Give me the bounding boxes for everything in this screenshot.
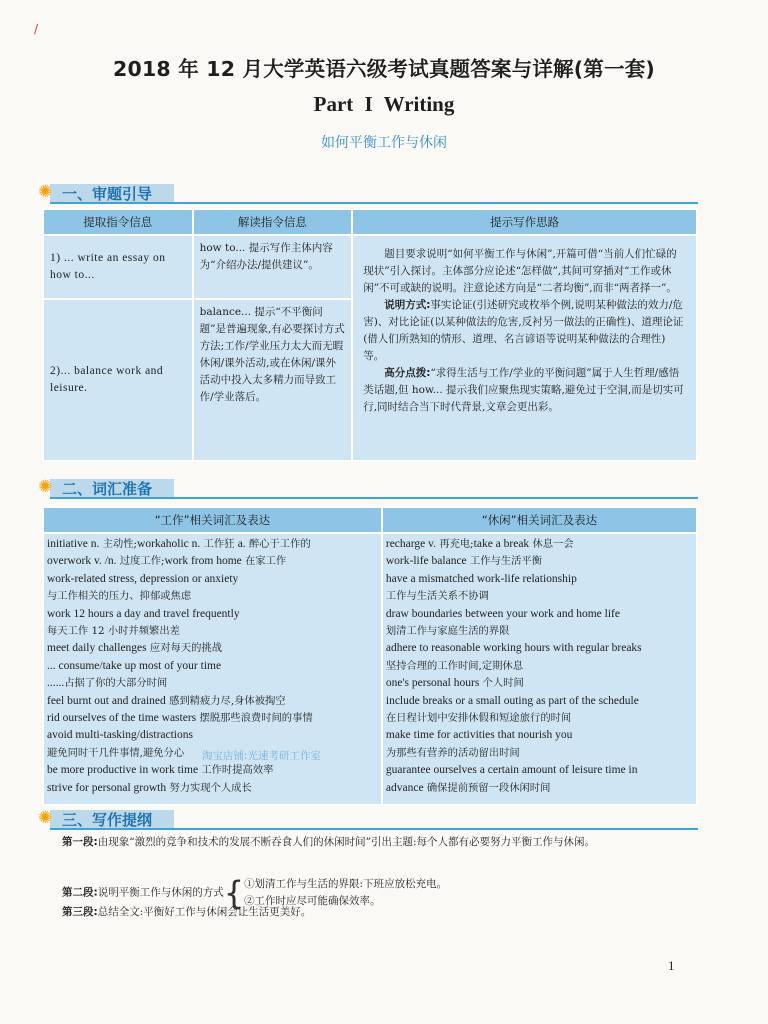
- vocab-cell-work: [43, 533, 382, 805]
- page-number: 1: [668, 958, 675, 973]
- table-header: 提示写作思路: [352, 209, 697, 235]
- section-bar-1: [0, 182, 698, 204]
- pen-mark: /: [34, 22, 39, 36]
- outline-paragraph-2: 第二段:说明平衡工作与休闲的方式{①划清工作与生活的界限:下班应放松充电。 ②工作时应尽可能确保效率。: [62, 874, 448, 912]
- lightbulb-icon: ✺: [38, 808, 53, 828]
- vocab-list-work: initiative n. 主动性;workaholic n. 工作狂 a. 醉心于工作的 overwork v. /n. 过度工作;work from home 在家工作 work-related stress, depression or anxiety 与工作相关的压力、抑郁或焦虑 work 12 hours a day and travel frequently 每天工作 12 小时并频繁出差 meet daily challenges 应对每天的挑战 ... consume/take up most of your time ......占据了你的大部分时间 feel burnt out and drained 感到精疲力尽,身体被掏空 rid ourselves of the time wasters 摆脱那些浪费时间的事情 avoid multi-tasking/distractions 避免同时干几件事情,避免分心 be more productive in work time 工作时提高效率 strive for personal growth 努力实现个人成长: [47, 538, 313, 794]
- outline-paragraph-1: 第一段:由现象“激烈的竞争和技术的发展不断吞食人们的休闲时间”引出主题:每个人都有必要努力平衡工作与休闲。: [62, 836, 595, 848]
- section-title-2: 二、词汇准备: [62, 480, 153, 498]
- table-header: “工作”相关词汇及表达: [43, 507, 382, 533]
- table-header: “休闲”相关词汇及表达: [382, 507, 697, 533]
- tips-paragraph: 题目要求说明“如何平衡工作与休闲”,开篇可借“当前人们忙碌的现状”引入探讨。主体部分应论述“怎样做”,其间可穿插对“工作或休闲”不可或缺的说明。注意论述方向是“二者均衡”,而非“两者择一”。: [363, 248, 677, 294]
- page-title: 2018 年 12 月大学英语六级考试真题答案与详解(第一套): [113, 57, 655, 81]
- outline-sub-2: ②工作时应尽可能确保效率。: [244, 895, 381, 907]
- topic-heading: 如何平衡工作与休闲: [321, 135, 447, 151]
- table-header: 解读指令信息: [193, 209, 353, 235]
- brace-icon: {: [223, 874, 245, 912]
- section-bar-3: [0, 808, 698, 830]
- writing-tips-cell: [352, 235, 697, 461]
- table-cell: balance... 提示“不平衡问题”是普遍现象,有必要探讨方式方法;工作/学业压力太大而无暇休闲/课外活动,或在休闲/课外活动中投入太多精力而导致工作/学业落后。: [193, 299, 353, 461]
- vocab-list-leisure: recharge v. 再充电;take a break 休息一会 work-life balance 工作与生活平衡 have a mismatched work-life relationship 工作与生活关系不协调 draw boundaries between your work and home life 划清工作与家庭生活的界限 adhere to reasonable working hours with regular breaks 坚持合理的工作时间,定期休息 one's personal hours 个人时间 include breaks or a small outing as part of the schedule 在日程计划中安排休假和短途旅行的时间 make time for activities that nourish you 为那些有营养的活动留出时间 guarantee ourselves a certain amount of leisure time in advance 确保提前预留一段休闲时间: [385, 538, 642, 794]
- watermark-text: 淘宝店铺:光速考研工作室: [202, 750, 322, 762]
- lightbulb-icon: ✺: [38, 477, 53, 497]
- section-bar-2: [0, 477, 698, 499]
- tips-paragraph: 事实论证(引述研究或枚举个例,说明某种做法的效力/危害)、对比论证(以某种做法的危害,反衬另一做法的正确性)、道理论证(借人们所熟知的情形、道理、名言谚语等说明某种做法的合理性)等。: [363, 299, 684, 362]
- lightbulb-icon: ✺: [38, 182, 53, 202]
- part-heading: Part I Writing: [313, 92, 455, 116]
- table-header: 提取指令信息: [43, 209, 193, 235]
- section-title-3: 三、写作提纲: [62, 811, 153, 829]
- outline-sub-1: ①划清工作与生活的界限:下班应放松充电。: [244, 878, 448, 890]
- tips-paragraph: “求得生活与工作/学业的平衡问题”属于人生哲理/感悟类话题,但 how... 提示我们应聚焦现实策略,避免过于空洞,而是切实可行,同时结合当下时代背景,文章会更出彩。: [363, 367, 684, 413]
- table-cell: 1) ... write an essay on how to...: [43, 235, 193, 299]
- analysis-table: [42, 208, 698, 462]
- vocab-cell-leisure: [382, 533, 697, 805]
- section-title-1: 一、审题引导: [62, 185, 153, 203]
- vocab-table: [42, 506, 698, 806]
- table-cell: how to... 提示写作主体内容为“介绍办法/提供建议”。: [193, 235, 353, 299]
- tips-label: 高分点拨:: [384, 367, 431, 379]
- tips-label: 说明方式:: [384, 299, 431, 311]
- outline-paragraph-3: 第三段:总结全文:平衡好工作与休闲会让生活更美好。: [62, 906, 312, 918]
- table-cell: 2)... balance work and leisure.: [43, 299, 193, 461]
